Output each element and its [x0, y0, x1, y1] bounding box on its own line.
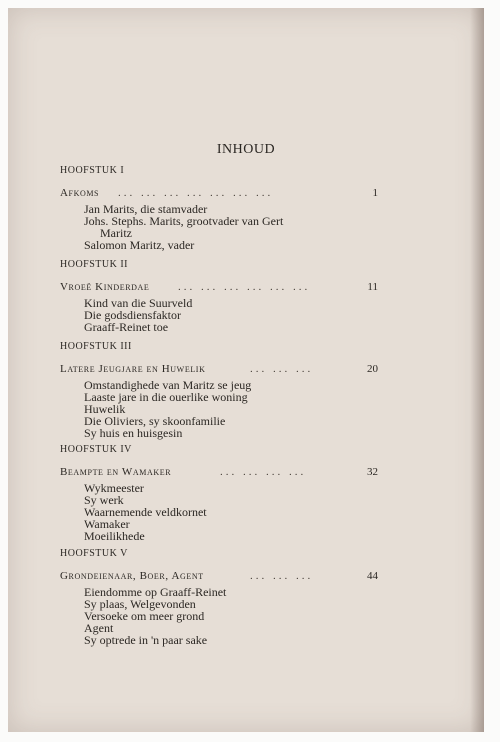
page-edge-shadow — [470, 8, 484, 732]
page-number: 44 — [367, 570, 378, 582]
section-item: Sy optrede in 'n paar sake — [84, 633, 208, 647]
section-item: Omstandighede van Maritz se jeug — [84, 378, 252, 392]
section-list — [84, 379, 380, 439]
section-item: Sy huis en huisgesin — [84, 426, 183, 440]
dot-leader: ... ... ... — [250, 363, 314, 375]
section-list — [84, 203, 380, 251]
section-item: Wykmeester — [84, 481, 144, 495]
dot-leader: ... ... ... ... — [220, 466, 307, 478]
section-item: Eiendomme op Graaff-Reinet — [84, 585, 227, 599]
section-list — [84, 482, 380, 542]
section-item: Sy werk — [84, 493, 124, 507]
section-item: Moeilikhede — [84, 529, 145, 543]
contents-heading: INHOUD — [216, 142, 276, 157]
section-item: Graaff-Reinet toe — [84, 320, 169, 334]
chapter-title-row — [60, 281, 380, 297]
page-number: 32 — [367, 466, 378, 478]
chapter-title: Latere Jeugjare en Huwelik — [60, 363, 206, 375]
section-item: Kind van die Suurveld — [84, 296, 193, 310]
chapter-5 — [60, 548, 380, 646]
chapter-4 — [60, 444, 380, 542]
chapter-3 — [60, 341, 380, 439]
section-item: Agent — [84, 621, 114, 635]
dot-leader: ... ... ... ... ... ... — [178, 281, 311, 293]
chapter-title: Beampte en Wamaker — [60, 466, 172, 478]
section-list — [84, 586, 380, 646]
section-item: Die godsdiensfaktor — [84, 308, 181, 322]
section-item: Maritz — [100, 226, 132, 240]
chapter-1 — [60, 165, 380, 251]
chapter-label: HOOFSTUK IV — [60, 444, 132, 455]
chapter-label: HOOFSTUK V — [60, 548, 128, 559]
chapter-title: Grondeienaar, Boer, Agent — [60, 570, 204, 582]
chapter-title-row — [60, 466, 380, 482]
section-item: Johs. Stephs. Marits, grootvader van Gert — [84, 214, 284, 228]
chapter-2 — [60, 259, 380, 333]
section-item: Laaste jare in die ouerlike woning — [84, 390, 248, 404]
book-page — [8, 8, 484, 732]
chapter-title-row — [60, 363, 380, 379]
page-number: 1 — [372, 187, 378, 199]
section-item: Wamaker — [84, 517, 130, 531]
section-item: Waarnemende veldkornet — [84, 505, 207, 519]
section-item: Huwelik — [84, 402, 126, 416]
section-item: Jan Marits, die stamvader — [84, 202, 208, 216]
dot-leader: ... ... ... ... ... ... ... — [118, 187, 274, 199]
section-item: Salomon Maritz, vader — [84, 238, 195, 252]
page-number: 20 — [367, 363, 378, 375]
section-item: Sy plaas, Welgevonden — [84, 597, 196, 611]
dot-leader: ... ... ... — [250, 570, 314, 582]
chapter-label: HOOFSTUK I — [60, 165, 125, 176]
chapter-label: HOOFSTUK II — [60, 259, 128, 270]
section-item: Versoeke om meer grond — [84, 609, 205, 623]
chapter-title-row — [60, 187, 380, 203]
section-item: Die Oliviers, sy skoonfamilie — [84, 414, 226, 428]
chapter-label: HOOFSTUK III — [60, 341, 132, 352]
chapter-title: Afkoms — [60, 187, 100, 199]
chapter-title: Vroeë Kinderdae — [60, 281, 150, 293]
page-number: 11 — [367, 281, 378, 293]
section-list — [84, 297, 380, 333]
chapter-title-row — [60, 570, 380, 586]
